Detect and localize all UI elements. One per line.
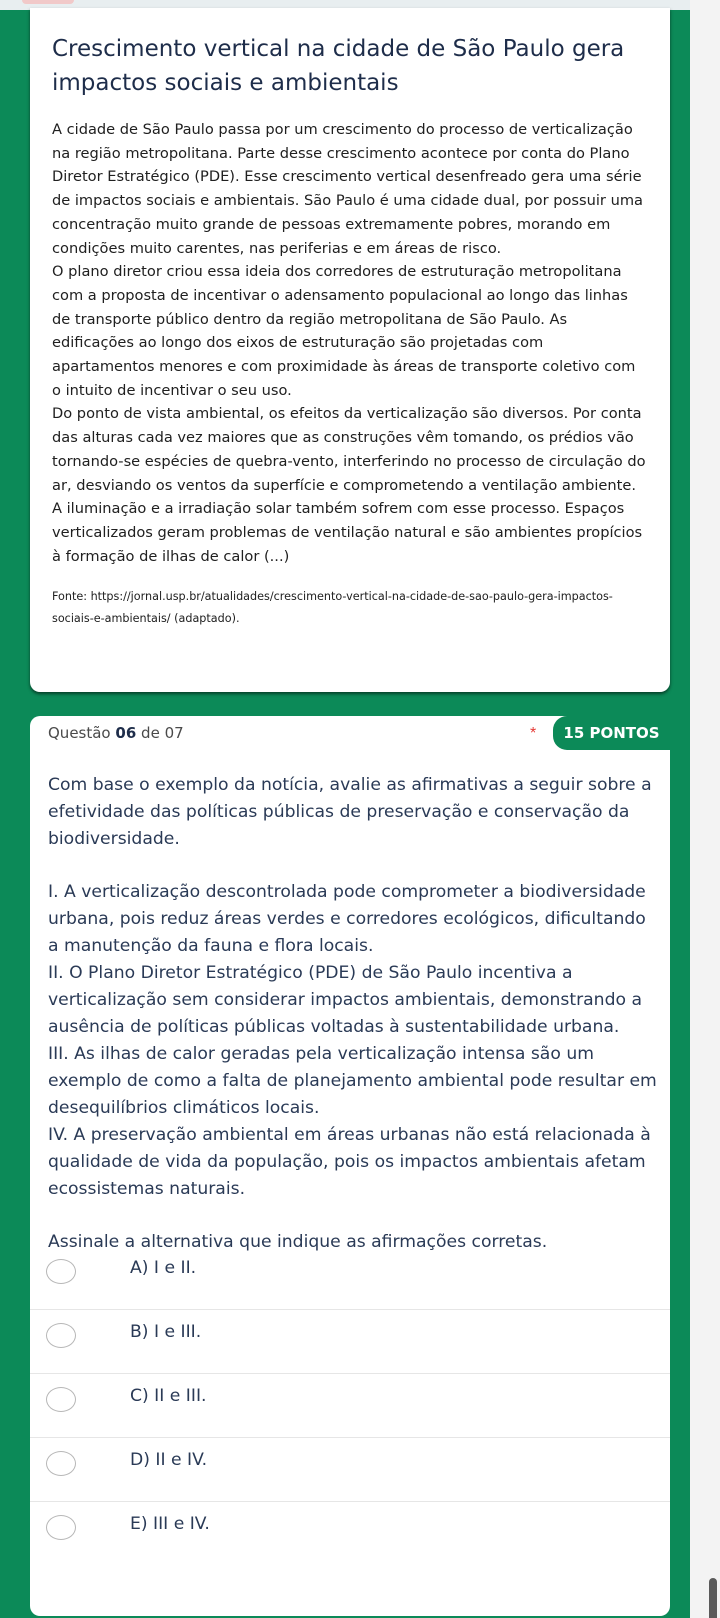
option-label[interactable]: A) I e II. [130, 1258, 197, 1278]
answer-options [30, 1246, 670, 1566]
radio-button[interactable] [46, 1515, 76, 1540]
radio-button[interactable] [46, 1451, 76, 1476]
scrollbar-thumb[interactable] [709, 1578, 717, 1618]
statement-item: IV. A preservação ambiental em áreas urbanas não está relacionada à qualidade de vida da população, pois os impactos ambientais afetam ecossistemas naturais. [48, 1125, 651, 1199]
question-prompt: Com base o exemplo da notícia, avalie as afirmativas a seguir sobre a efetividade das políticas públicas de preservação e conservação da biodiversidade. [48, 775, 652, 849]
option-d[interactable] [30, 1438, 670, 1502]
option-b[interactable] [30, 1310, 670, 1374]
statements-list [48, 879, 660, 1203]
required-mark: * [530, 725, 537, 742]
question-body [48, 772, 660, 1282]
option-c[interactable] [30, 1374, 670, 1438]
article-paragraph: O plano diretor criou essa ideia dos corredores de estruturação metropolitana com a proposta de incentivar o adensamento populacional ao longo das linhas de transporte público dentro da região metropolitana de São Paulo. As edificações ao longo dos eixos de estruturação são projetadas com apartamentos menores e com proximidade às áreas de transporte coletivo com o intuito de incentivar o seu uso. [52, 263, 636, 399]
question-counter [48, 724, 184, 742]
radio-button[interactable] [46, 1387, 76, 1412]
article-card [30, 8, 670, 692]
question-label: Questão [48, 724, 111, 742]
radio-button[interactable] [46, 1259, 76, 1284]
article-title: Crescimento vertical na cidade de São Paulo gera impactos sociais e ambientais [52, 36, 625, 96]
statement-item: I. A verticalização descontrolada pode comprometer a biodiversidade urbana, pois reduz áreas verdes e corredores ecológicos, dificultando a manutenção da fauna e flora locais. [48, 882, 646, 956]
article-paragraph: A cidade de São Paulo passa por um crescimento do processo de verticalização na região metropolitana. Parte desse crescimento acontece por conta do Plano Diretor Estratégico (PDE). Esse crescimento vertical desenfreado gera uma série de impactos sociais e ambientais. São Paulo é uma cidade dual, por possuir uma concentração muito grande de pessoas extremamente pobres, morando em condições muito carentes, nas periferias e em áreas de risco. [52, 121, 643, 257]
top-indicator [22, 0, 74, 4]
option-label[interactable]: B) I e III. [130, 1322, 202, 1342]
question-header [30, 716, 670, 750]
side-gutter [690, 0, 720, 1618]
question-number: 06 [115, 724, 137, 742]
option-label[interactable]: D) II e IV. [130, 1450, 208, 1470]
statement-item: III. As ilhas de calor geradas pela verticalização intensa são um exemplo de como a falta de planejamento ambiental pode resultar em desequilíbrios climáticos locais. [48, 1044, 657, 1118]
question-card [30, 716, 670, 1616]
option-a[interactable] [30, 1246, 670, 1310]
article-paragraph: Do ponto de vista ambiental, os efeitos da verticalização são diversos. Por conta das alturas cada vez maiores que as construções vêm tomando, os prédios vão tornando-se espécies de quebra-vento, interferindo no processo de circulação do ar, desviando os ventos da superfície e comprometendo a ventilação ambiente. A iluminação e a irradiação solar também sofrem com esse processo. Espaços verticalizados geram problemas de ventilação natural e são ambientes propícios à formação de ilhas de calor (...) [52, 405, 646, 565]
points-badge: 15 PONTOS [553, 716, 670, 750]
option-e[interactable] [30, 1502, 670, 1566]
statement-item: II. O Plano Diretor Estratégico (PDE) de São Paulo incentiva a verticalização sem considerar impactos ambientais, demonstrando a ausência de políticas públicas voltadas à sustentabilidade urbana. [48, 963, 642, 1037]
question-total: de 07 [141, 724, 184, 742]
option-label[interactable]: E) III e IV. [130, 1514, 210, 1534]
question-instruction: Assinale a alternativa que indique as afirmações corretas. [48, 1232, 548, 1252]
article-source: Fonte: https://jornal.usp.br/atualidades/crescimento-vertical-na-cidade-de-sao-paulo-gera-impactos-sociais-e-ambientais/ (adaptado). [52, 590, 613, 626]
option-label[interactable]: C) II e III. [130, 1386, 207, 1406]
radio-button[interactable] [46, 1323, 76, 1348]
